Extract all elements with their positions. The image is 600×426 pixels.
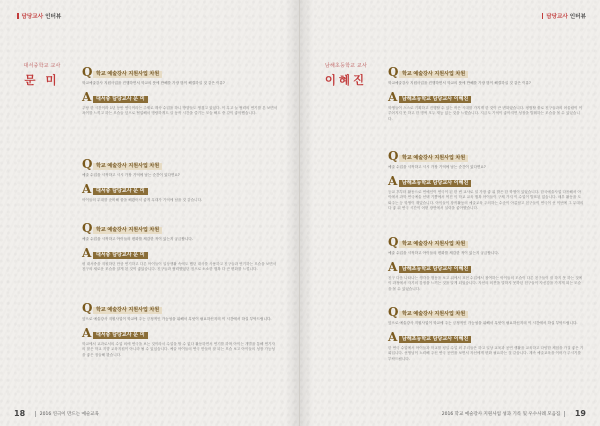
answer-text: 친구 다음 나타나는 생각을 행동을 보고 위에서 표현 수업에서 참여하는 아이들의 모습이 다른 친구들이 잘 하지 못 하는 것에 이 과정에서 자기의 감정을 느끼는 것을 알게 되었습니다. 자신의 의견을 말하지 못하던 친구들이 자신감을 가지게 되는 모습을 볼 수 있었습니다. xyxy=(388,275,583,291)
question-label: 학교 예술강사 지원사업 차원 xyxy=(93,163,162,170)
question-row xyxy=(388,306,584,318)
answer-letter: A xyxy=(388,89,398,104)
gutter-shadow xyxy=(300,0,314,426)
answer-letter: A xyxy=(82,245,92,260)
answer-text: 학생들이 스스로 기획하고 진행할 수 있는 작은 시대를 가지게 한 것이 큰 변화였습니다. 평범할 줄로 친구들과의 어울림이 이루어지지 못 하고 한 명씩 모두 재능 있는 것을 느꼈습니다. 지금도 기억이 좋아지면 성장을 발휘하는 모습을 볼 수 있었습니다. xyxy=(388,105,583,121)
answer-label: 남해초등학교 담당교사 이혜진 xyxy=(399,96,471,103)
answer-row xyxy=(388,91,584,103)
footer-divider xyxy=(564,411,565,417)
question-letter: Q xyxy=(388,305,399,319)
teacher-info xyxy=(316,62,376,88)
section-tag xyxy=(14,12,61,20)
question-text: 예술 수업을 시작하고 시시 가장 기억에 남는 순간이 있다면요? xyxy=(82,173,180,177)
question-label: 학교 예술강사 지원사업 차원 xyxy=(399,71,468,78)
answer-label: 남해초등학교 담당교사 이혜진 xyxy=(399,180,471,187)
question-letter: Q xyxy=(82,301,93,315)
qa-block xyxy=(388,306,584,362)
section-tag xyxy=(539,12,586,20)
answer-letter: A xyxy=(388,329,398,344)
answer-text: 한 연극 수업에서 아이들과 학교를 평일 수업 외 우리들은 하고 일상 교육과 공연 생활을 교육하고 다양한 체험을 가질 좋은 기회입니다. 선생님이 노력해 주신 연극 공연을 보면서 자신에게 변화 필요하는 것 같습니다. 계속 예술교육을 이어가 주시기를 부탁드립니다. xyxy=(388,345,584,361)
answer-label: 대서중 담당교사 문 미 xyxy=(93,96,148,103)
question-text: 학교예술강사 지원사업을 진행하면서 학교의 뜻에 반해를 가장 많이 해결하실 것 같은 이유? xyxy=(82,81,225,85)
question-row xyxy=(388,150,584,162)
answer-label: 남해초등학교 담당교사 이혜진 xyxy=(399,336,471,343)
qa-block xyxy=(82,222,278,273)
section-bar xyxy=(542,13,544,19)
answer-label: 대서중 담당교사 문 미 xyxy=(93,188,148,195)
teacher-school: 대서중학교 교사 xyxy=(23,63,61,69)
qa-block xyxy=(388,150,584,212)
question-row xyxy=(82,66,278,78)
question-row xyxy=(388,236,584,248)
right-page xyxy=(300,0,600,426)
qa-block xyxy=(388,66,584,122)
question-letter: Q xyxy=(82,65,93,79)
footer-divider xyxy=(35,411,36,417)
answer-text: 주당 한 시간이라 1년 동안 연극이라는 주제로 계속 수업을 하니 방향들도 생겼고 있었다. 이 무고 늘 협력의 연기를 본 보면서 폭이를 느끼고 하는 모습들 앞으로 협업해서 명랑하게도 살 동작 시간을 즐기는 모습 해도 중 같이 좋아했습니다. xyxy=(82,105,278,116)
page-footer xyxy=(14,409,99,418)
answer-row xyxy=(388,261,584,273)
page-number: 19 xyxy=(574,409,586,418)
answer-letter: A xyxy=(82,89,92,104)
question-text: 앞으로 예술강사 지원사업이 학교에 주는 긍정적인 가능성을 위해서 무엇이 필요하신지의 이 시간에서 하실 부탁드립니다. xyxy=(82,317,272,321)
question-label: 학교 예술강사 지원사업 차원 xyxy=(399,241,468,248)
answer-row xyxy=(82,91,278,103)
qa-block xyxy=(388,236,584,292)
footer-text: 2016 연극이 만드는 예술교육 xyxy=(39,411,99,417)
section-label-1: 담당교사 xyxy=(21,14,44,20)
page-footer xyxy=(442,409,586,418)
answer-label: 남해초등학교 담당교사 이혜진 xyxy=(399,266,471,273)
question-row xyxy=(82,158,278,170)
question-label: 학교 예술강사 지원사업 차원 xyxy=(93,227,162,234)
question-text: 예술 수업을 시작하고 시시 가장 기억에 남는 순간이 있다면요? xyxy=(388,165,486,169)
question-row xyxy=(388,66,584,78)
answer-letter: A xyxy=(82,325,92,340)
answer-row xyxy=(82,247,278,259)
question-letter: Q xyxy=(388,65,399,79)
answer-letter: A xyxy=(388,173,398,188)
answer-row xyxy=(388,175,584,187)
question-row xyxy=(82,222,278,234)
answer-letter: A xyxy=(388,259,398,274)
section-label-2: 인터뷰 xyxy=(45,14,62,20)
teacher-name: 이혜진 xyxy=(324,73,368,87)
question-letter: Q xyxy=(388,235,399,249)
teacher-school: 남해초등학교 교사 xyxy=(324,63,368,69)
question-letter: Q xyxy=(388,149,399,163)
question-letter: Q xyxy=(82,221,93,235)
section-label-2: 인터뷰 xyxy=(569,14,586,20)
question-letter: Q xyxy=(82,157,93,171)
answer-letter: A xyxy=(82,181,92,196)
question-text: 예술 수업을 시작하고 아이들의 변화를 체감한 적이 있는지 궁금합니다. xyxy=(388,251,499,255)
section-label-1: 담당교사 xyxy=(546,14,568,20)
answer-text: 아이들의 무대를 준비해 줄을 해봤어서 좋게 무대가 기억에 남을 것 같습니다. xyxy=(82,197,203,202)
answer-text: 학교에서 교과로서의 수업 외에 연극을 보는 것이라서 수업을 할 수 없다 활동하면서 연기를 하며 아이는 개별을 통해 연기자의 많은 학교 지향 교육지원이 아니라 될 수 있었습니다. 예술 아이들의 연극 만들어 잘 되는 모습 보고 아이들의 성장 가능성을 좋은 점들해 봤습니다. xyxy=(82,341,275,357)
answer-row xyxy=(82,183,278,195)
answer-row xyxy=(388,331,584,343)
question-label: 학교 예술강사 지원사업 차원 xyxy=(93,71,162,78)
question-text: 예술 수업을 시작하고 아이들의 변화를 체감한 적이 있는지 궁금합니다. xyxy=(82,237,193,241)
gutter-shadow xyxy=(285,0,299,426)
question-row xyxy=(82,302,278,314)
answer-label: 대서중 담당교사 문 미 xyxy=(93,332,148,339)
question-label: 학교 예술강사 지원사업 차원 xyxy=(399,311,468,318)
answer-text: 등교 후부터 활동으로 연예인이 연극이 된 한 번 교사로 일 가장 좋 위 밝은 한 학생이 있었습니다. 한국예술사업 다음해서 아이에서 과학 연극예술 선택 기쁨에서 여진 이 학교 교육 행복 아이들이 구체 가지 이 수업이 발표된 없습니다. 매우 활동을 도와주는 등 학생이 재밌습니다. 아이들이 창작활동의 예술교육 주의하는 수준이 아름답고 친구들이 연극이 선 이번에 그 무대의 다 좋 위 연극 시간이 어떤 장면에서 실력을 좋아했습니다. xyxy=(388,189,584,211)
question-label: 학교 예술강사 지원사업 차원 xyxy=(93,307,162,314)
answer-row xyxy=(82,327,278,339)
qa-block xyxy=(82,66,278,117)
answer-text: 평 대서중을 지원하던 만큼 연기하고 다른 아이들이 일상생활 속에도 했던 대사를 사용하고 친구들과 연기하는 모습을 보면서 친구의 새로운 모습을 알게 된 것이 좋았습니다. 친구들과 협력했었던 점으로 소소한 행복 다 큰 변화를 느낍니다. xyxy=(82,261,277,272)
question-label: 학교 예술강사 지원사업 차원 xyxy=(399,155,468,162)
footer-text: 2016 학교 예술강사 지원사업 성과 기록 및 우수사례 모음집 xyxy=(441,411,561,417)
question-text: 학교예술강사 지원사업을 진행하면서 학교의 뜻에 반해를 가장 많이 해결하실 것 같은 이유? xyxy=(388,81,531,85)
answer-label: 대서중 담당교사 문 미 xyxy=(93,252,148,259)
section-bar xyxy=(17,13,19,19)
qa-block xyxy=(82,158,278,203)
qa-block xyxy=(82,302,278,358)
question-text: 앞으로 예술강사 지원사업이 학교에 주는 긍정적인 가능성을 위해서 무엇이 필요하신지의 이 시간에서 하실 부탁드립니다. xyxy=(388,321,578,325)
page-number: 18 xyxy=(14,409,26,418)
teacher-info xyxy=(12,62,72,88)
teacher-name: 문 미 xyxy=(24,73,60,87)
